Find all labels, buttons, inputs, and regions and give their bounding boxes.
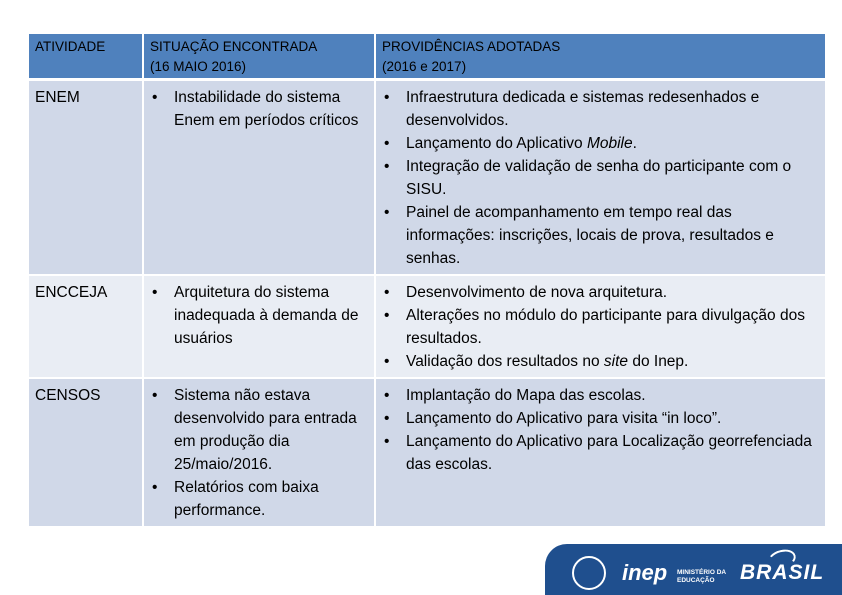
- cell-providencias: [376, 81, 825, 276]
- list-item: • Arquitetura do sistema inadequada à demanda de usuários: [152, 284, 359, 347]
- header-atividade: ATIVIDADE: [29, 34, 144, 81]
- header-situacao: SITUAÇÃO ENCONTRADA (16 MAIO 2016): [144, 34, 376, 81]
- table-header-row: [29, 34, 825, 81]
- actions-table: [29, 34, 825, 528]
- inep-logo: inep: [622, 560, 668, 585]
- list-item: • Integração de validação de senha do participante com o SISU.: [384, 158, 792, 198]
- list-item: • Instabilidade do sistema Enem em períodos críticos: [152, 89, 359, 129]
- brasil-logo: BRASIL: [740, 561, 825, 584]
- table-row: [29, 276, 825, 379]
- list-item: • Sistema não estava desenvolvido para entrada em produção dia 25/maio/2016.: [152, 387, 357, 473]
- anniversary-seal-icon: [572, 556, 606, 590]
- list-item: • Implantação do Mapa das escolas.: [384, 387, 646, 404]
- cell-situacao: [144, 81, 376, 276]
- cell-atividade: CENSOS: [29, 379, 144, 528]
- cell-providencias: [376, 276, 825, 379]
- list-item: • Lançamento do Aplicativo para Localização georrefenciada das escolas.: [384, 433, 812, 473]
- list-item: • Validação dos resultados no site do Inep.: [384, 353, 689, 370]
- table-row: [29, 81, 825, 276]
- cell-providencias: [376, 379, 825, 528]
- list-item: • Desenvolvimento de nova arquitetura.: [384, 284, 668, 301]
- header-providencias: PROVIDÊNCIAS ADOTADAS (2016 e 2017): [376, 34, 825, 81]
- list-item: • Painel de acompanhamento em tempo real das informações: inscrições, locais de prova, resultados e senhas.: [384, 204, 774, 267]
- cell-atividade: ENEM: [29, 81, 144, 276]
- cell-situacao: [144, 379, 376, 528]
- list-item: • Relatórios com baixa performance.: [152, 479, 319, 519]
- table-row: [29, 379, 825, 528]
- list-item: • Alterações no módulo do participante para divulgação dos resultados.: [384, 307, 805, 347]
- list-item: • Infraestrutura dedicada e sistemas redesenhados e desenvolvidos.: [384, 89, 760, 129]
- cell-situacao: [144, 276, 376, 379]
- mec-logo: MINISTÉRIO DA EDUCAÇÃO: [677, 569, 727, 584]
- cell-atividade: ENCCEJA: [29, 276, 144, 379]
- list-item: • Lançamento do Aplicativo para visita “in loco”.: [384, 410, 722, 427]
- list-item: • Lançamento do Aplicativo Mobile.: [384, 135, 637, 152]
